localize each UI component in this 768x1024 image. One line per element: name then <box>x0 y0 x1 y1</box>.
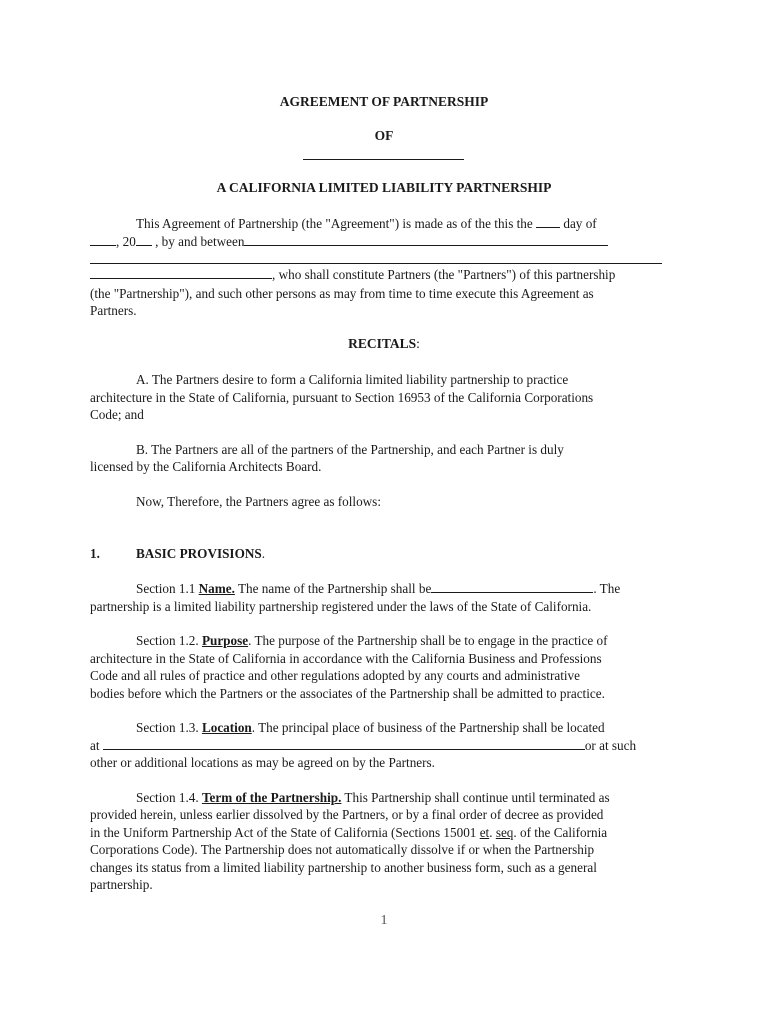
partnership-name-blank <box>303 158 464 160</box>
document-subtitle: A CALIFORNIA LIMITED LIABILITY PARTNERSHIP <box>216 180 552 195</box>
section-1-4-line-3: in the Uniform Partnership Act of the State of California (Sections 15001 et. seq. of the California <box>90 825 608 840</box>
section-1-heading: BASIC PROVISIONS. <box>136 546 265 561</box>
intro-line-6: Partners. <box>90 303 137 318</box>
recital-a-line-1: A. The Partners desire to form a California limited liability partnership to practice <box>136 372 569 387</box>
month-blank <box>90 233 116 246</box>
section-1-1-line-2: partnership is a limited liability partnership registered under the laws of the State of California. <box>90 599 592 614</box>
section-1-2-line-2: architecture in the State of California in accordance with the California Business and Professions <box>90 651 602 666</box>
intro-line-2: , 20 , by and between <box>90 233 608 250</box>
document-of: OF <box>374 128 394 143</box>
location-blank <box>103 737 585 750</box>
now-therefore-line: Now, Therefore, the Partners agree as follows: <box>136 494 381 509</box>
year-blank <box>136 233 152 246</box>
section-1-4-line-6: partnership. <box>90 877 153 892</box>
section-1-4-line-2: provided herein, unless earlier dissolved by the Partners, or by a final order of decree as provided <box>90 807 604 822</box>
partner-blank-2 <box>90 251 662 264</box>
partner-blank-1 <box>244 233 608 246</box>
intro-line-5: (the "Partnership"), and such other persons as may from time to time execute this Agreement as <box>90 286 594 301</box>
document-title: AGREEMENT OF PARTNERSHIP <box>279 94 489 109</box>
section-1-number: 1. <box>90 546 100 561</box>
partner-blank-3 <box>90 266 272 279</box>
section-1-2-line-1: Section 1.2. Purpose. The purpose of the Partnership shall be to engage in the practice of <box>136 633 608 648</box>
intro-line-4: , who shall constitute Partners (the "Partners") of this partnership <box>90 266 615 283</box>
day-blank <box>536 215 560 228</box>
section-1-4-line-1: Section 1.4. Term of the Partnership. This Partnership shall continue until terminated as <box>136 790 610 805</box>
partnership-name-field-blank <box>431 580 593 593</box>
section-1-3-line-1: Section 1.3. Location. The principal place of business of the Partnership shall be located <box>136 720 605 735</box>
section-1-3-line-2: at or at such <box>90 738 637 753</box>
section-1-3-line-3: other or additional locations as may be agreed on by the Partners. <box>90 755 435 770</box>
page-number: 1 <box>380 913 388 928</box>
recitals-heading: RECITALS: <box>348 336 420 351</box>
section-1-4-line-4: Corporations Code). The Partnership does not automatically dissolve if or when the Partnership <box>90 842 595 857</box>
section-1-2-line-3: Code and all rules of practice and other regulations adopted by any courts and administrative <box>90 668 580 683</box>
recital-a-line-3: Code; and <box>90 407 144 422</box>
recital-b-line-1: B. The Partners are all of the partners of the Partnership, and each Partner is duly <box>136 442 564 457</box>
recital-b-line-2: licensed by the California Architects Board. <box>90 459 322 474</box>
recital-a-line-2: architecture in the State of California, pursuant to Section 16953 of the California Corporations <box>90 390 594 405</box>
section-1-4-line-5: changes its status from a limited liability partnership to another business form, such as a general <box>90 860 597 875</box>
section-1-1-line-1: Section 1.1 Name. The name of the Partnership shall be . The <box>136 581 621 596</box>
intro-line-1: This Agreement of Partnership (the "Agreement") is made as of the this the day of <box>136 216 597 231</box>
section-1-2-line-4: bodies before which the Partners or the associates of the Partnership shall be admitted to practice. <box>90 686 605 701</box>
